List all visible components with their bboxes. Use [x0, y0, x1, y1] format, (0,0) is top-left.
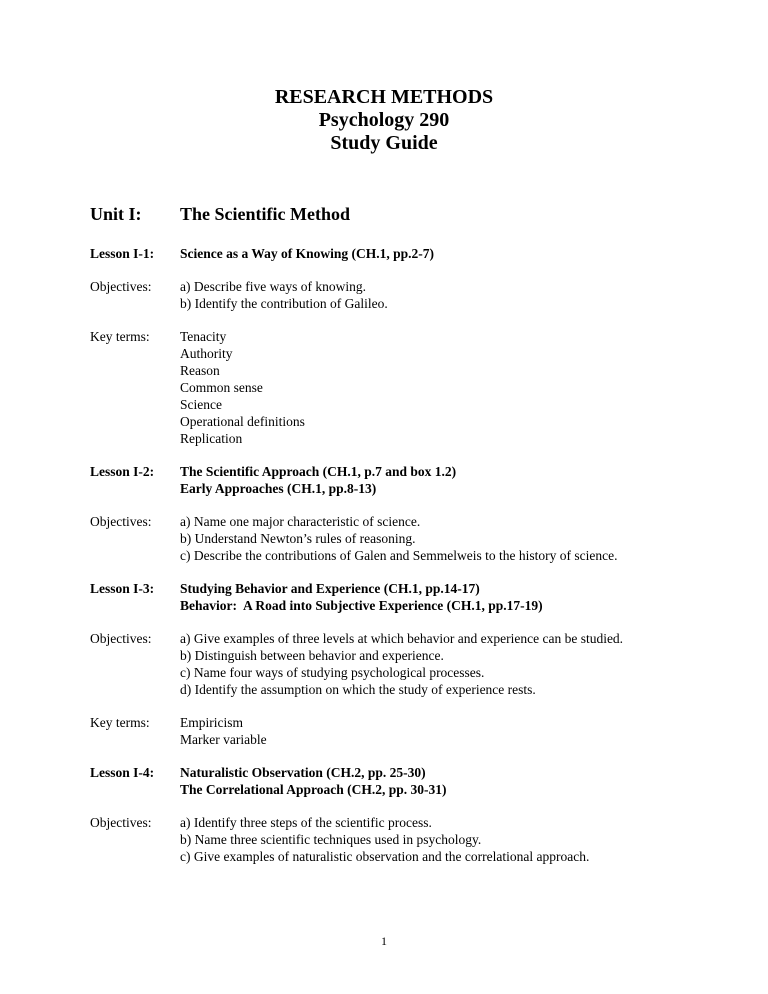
document-subtitle-course: Psychology 290	[318, 109, 450, 131]
unit-heading	[90, 204, 698, 225]
objective-item: b) Name three scientific techniques used in psychology.	[180, 832, 482, 847]
objectives-row	[90, 630, 698, 698]
key-terms-label: Key terms:	[90, 715, 150, 730]
objectives-label: Objectives:	[90, 514, 152, 529]
document-body	[0, 204, 768, 865]
key-term: Marker variable	[180, 732, 267, 747]
lesson-title: Early Approaches (CH.1, pp.8-13)	[180, 481, 377, 496]
lesson-title: Science as a Way of Knowing (CH.1, pp.2-7)	[180, 246, 435, 261]
objectives-row	[90, 814, 698, 865]
lesson-title: Naturalistic Observation (CH.2, pp. 25-30)	[180, 765, 426, 780]
lesson-title: The Scientific Approach (CH.1, p.7 and box 1.2)	[180, 464, 457, 479]
lesson-label: Lesson I-1:	[90, 246, 155, 261]
document-subtitle-type: Study Guide	[330, 132, 438, 154]
key-term: Replication	[180, 431, 243, 446]
unit-title: The Scientific Method	[180, 204, 350, 224]
lesson-label: Lesson I-4:	[90, 765, 155, 780]
objective-item: b) Identify the contribution of Galileo.	[180, 296, 388, 311]
document-title-block	[0, 0, 768, 155]
lesson-row	[90, 463, 698, 497]
lesson-title: Studying Behavior and Experience (CH.1, pp.14-17)	[180, 581, 480, 596]
lesson-label: Lesson I-2:	[90, 464, 155, 479]
lesson-row	[90, 580, 698, 614]
page-number: 1	[381, 934, 387, 948]
key-terms-row	[90, 328, 698, 447]
document-title: RESEARCH METHODS	[274, 86, 494, 108]
key-term: Reason	[180, 363, 220, 378]
key-terms-label: Key terms:	[90, 329, 150, 344]
lesson-title: The Correlational Approach (CH.2, pp. 30-31)	[180, 782, 447, 797]
objective-item: c) Describe the contributions of Galen and Semmelweis to the history of science.	[180, 548, 618, 563]
objective-item: a) Give examples of three levels at which behavior and experience can be studied.	[180, 631, 624, 646]
key-term: Authority	[180, 346, 233, 361]
unit-label: Unit I:	[90, 204, 142, 224]
objective-item: c) Name four ways of studying psychological processes.	[180, 665, 485, 680]
key-term: Tenacity	[180, 329, 227, 344]
key-term: Common sense	[180, 380, 263, 395]
lesson-title: Behavior: A Road into Subjective Experience (CH.1, pp.17-19)	[180, 598, 543, 613]
objectives-label: Objectives:	[90, 815, 152, 830]
objective-item: b) Understand Newton’s rules of reasoning.	[180, 531, 416, 546]
objective-item: a) Identify three steps of the scientific process.	[180, 815, 432, 830]
lesson-row	[90, 245, 698, 262]
objective-item: a) Name one major characteristic of science.	[180, 514, 421, 529]
objectives-label: Objectives:	[90, 631, 152, 646]
objectives-row	[90, 513, 698, 564]
objective-item: d) Identify the assumption on which the study of experience rests.	[180, 682, 536, 697]
objective-item: a) Describe five ways of knowing.	[180, 279, 366, 294]
key-term: Operational definitions	[180, 414, 305, 429]
key-term: Empiricism	[180, 715, 243, 730]
objective-item: b) Distinguish between behavior and experience.	[180, 648, 444, 663]
objectives-label: Objectives:	[90, 279, 152, 294]
lesson-row	[90, 764, 698, 798]
key-term: Science	[180, 397, 222, 412]
objectives-row	[90, 278, 698, 312]
objective-item: c) Give examples of naturalistic observation and the correlational approach.	[180, 849, 590, 864]
key-terms-row	[90, 714, 698, 748]
lesson-label: Lesson I-3:	[90, 581, 155, 596]
